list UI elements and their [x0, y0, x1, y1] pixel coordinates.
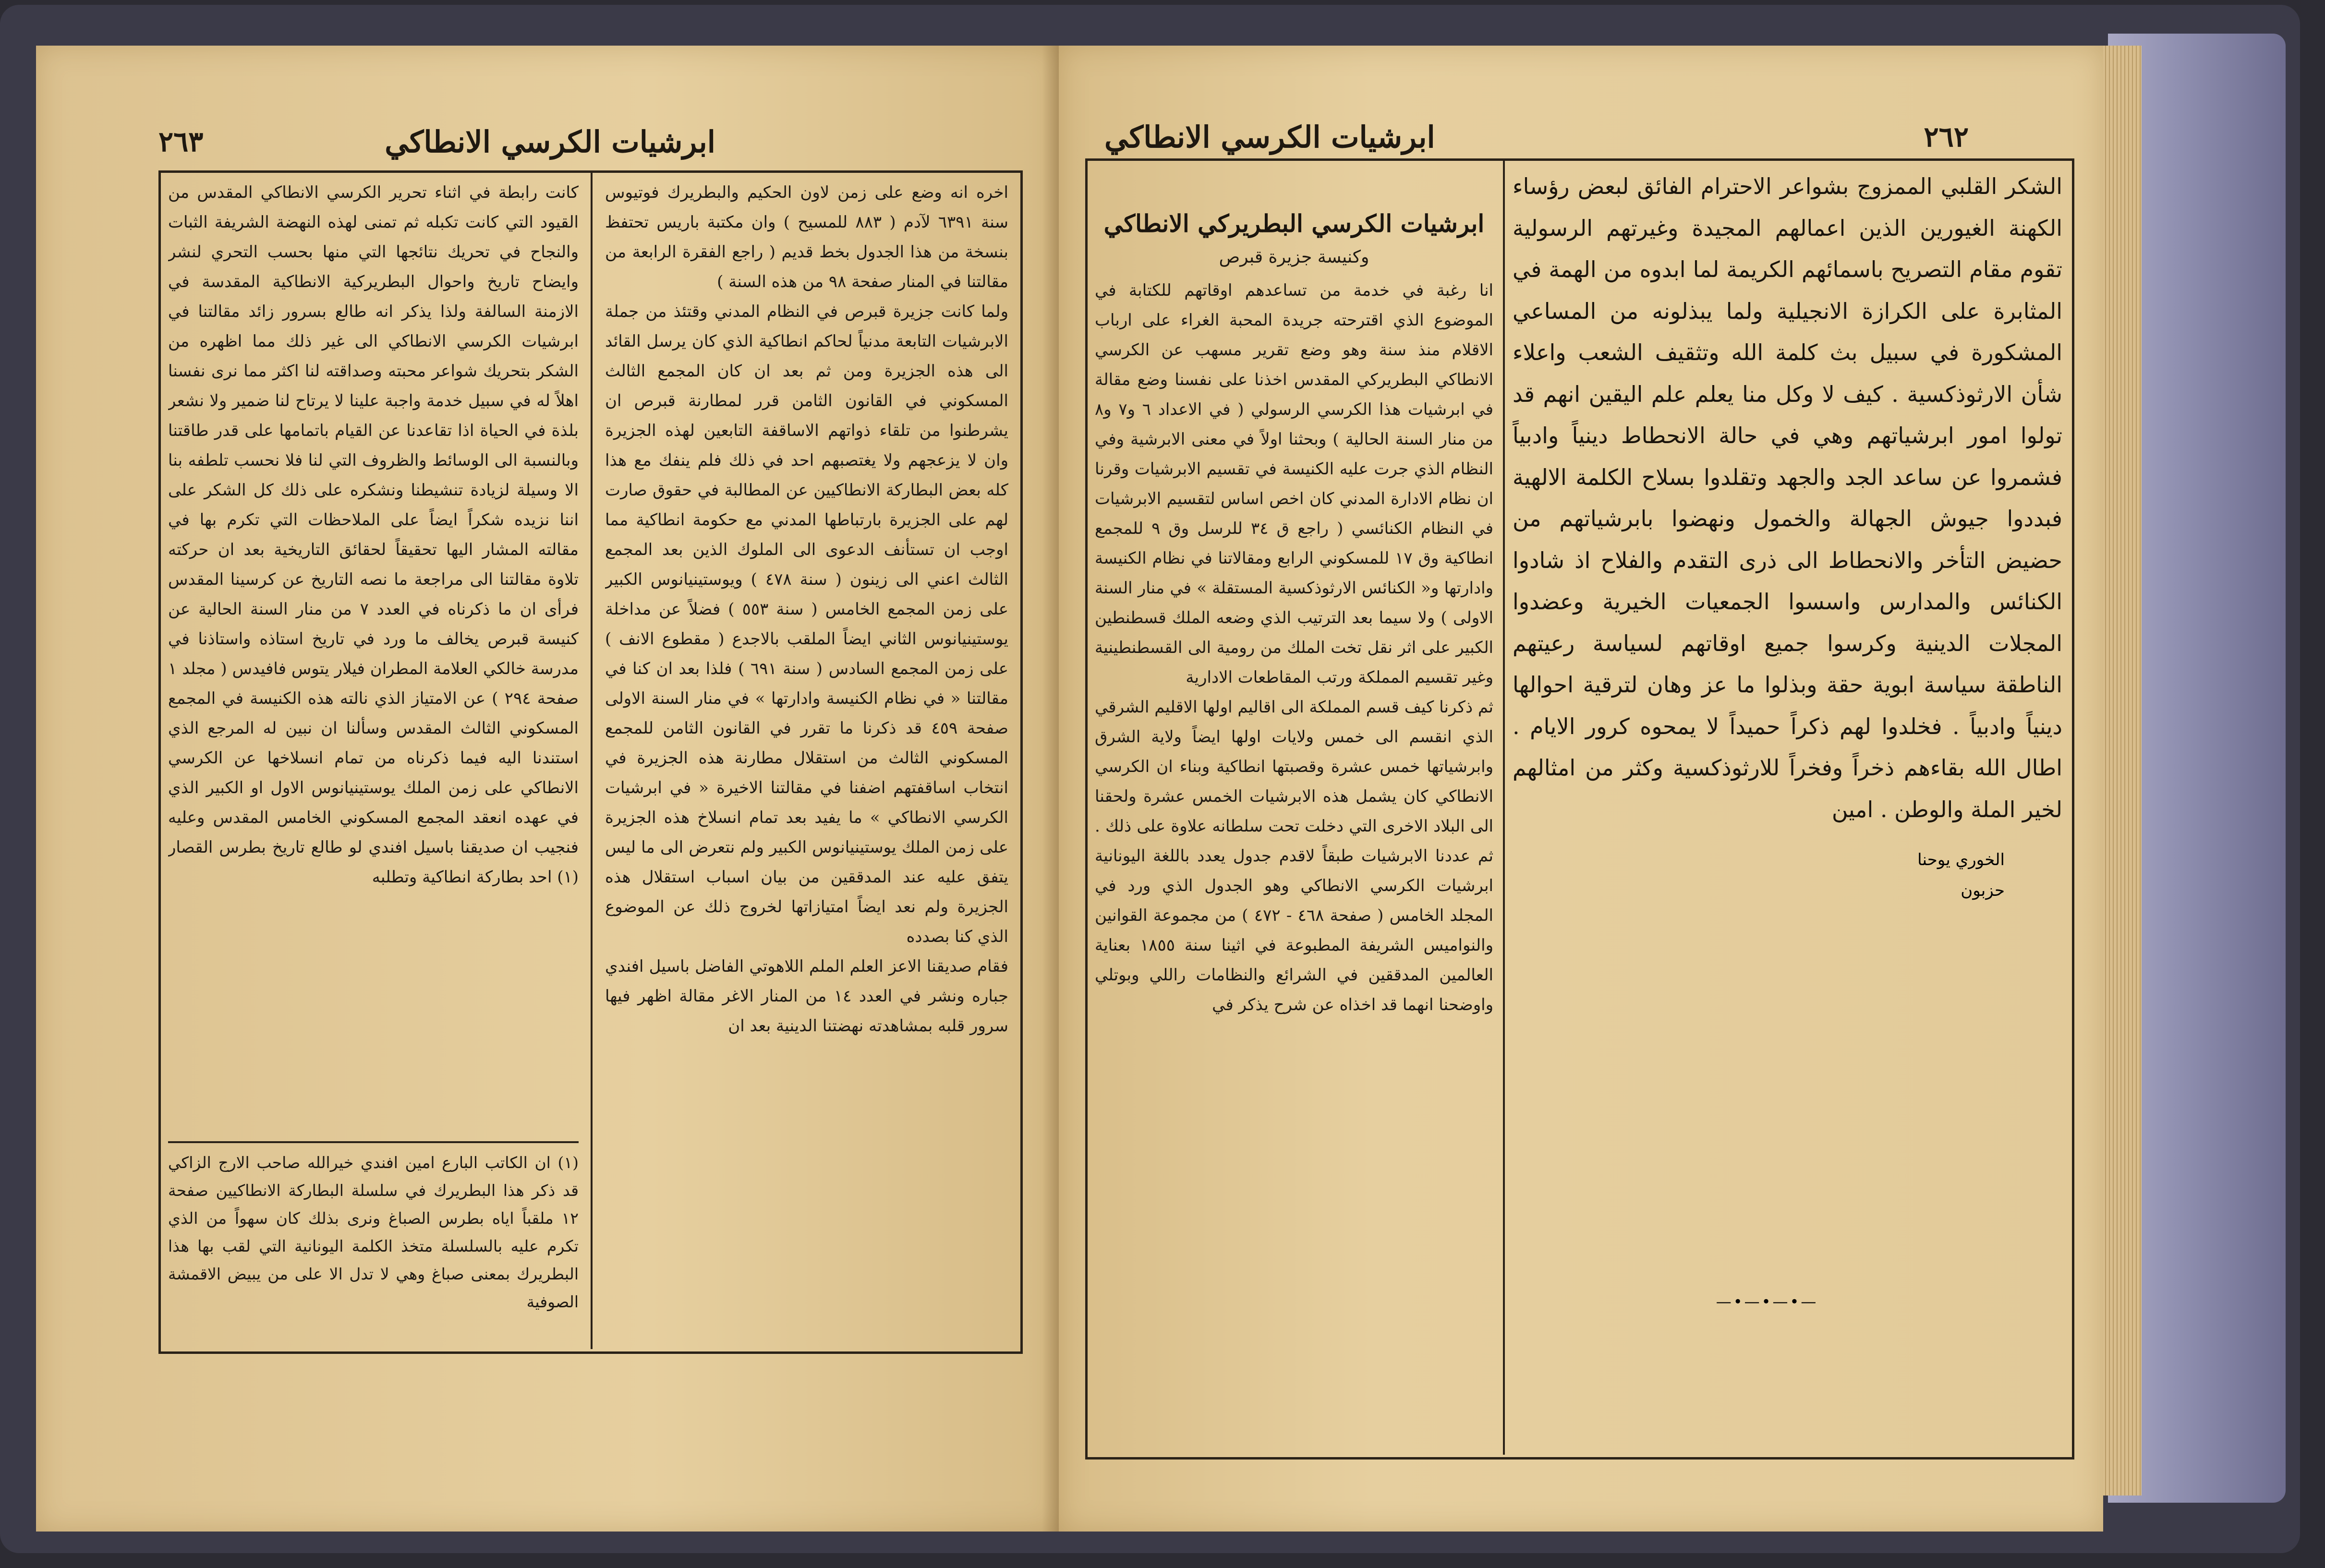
right-page-header — [1104, 110, 1969, 163]
right-running-title: ابرشيات الكرسي الانطاكي — [1104, 119, 1435, 155]
author-name-line2: حزبون — [1961, 881, 2005, 900]
right-page-number: ٢٦٢ — [1924, 121, 1969, 153]
footnote — [168, 1149, 579, 1316]
page-stack-edge — [2098, 46, 2142, 1496]
right-inner-column — [1095, 206, 1493, 1450]
right-outer-column — [1513, 166, 2062, 1366]
left-inner-paragraph: فقام صديقنا الاعز العلم الملم اللاهوتي الفاضل باسيل افندي جباره ونشر في العدد ١٤ من المنار الاغر مقالة اظهر فيها سرور قلبه بمشاهدته نهضتنا الدينية بعد ان — [605, 957, 1008, 1036]
left-page-number: ٢٦٣ — [158, 125, 204, 158]
section-ornament: —•—•—•— — [1716, 1292, 1818, 1311]
left-outer-main-text — [168, 178, 579, 1135]
left-page-header — [158, 115, 1013, 168]
left-column-separator — [591, 173, 593, 1349]
closing-text: الشكر القلبي الممزوج بشواعر الاحترام الفائق لبعض رؤساء الكهنة الغيورين الذين اعمالهم المجيدة وغيرتهم الرسولية تقوم مقام التصريح باسمائهم الكريمة لما ابدوه من الهمة في المثابرة على الكرازة الانجيلية ولما يبذلونه من المساعي المشكورة في سبيل بث كلمة الله وتثقيف الشعب واعلاء شأن الارثوذكسية . كيف لا وكل منا يعلم علم اليقين انهم قد تولوا امور ابرشياتهم وهي في حالة الانحطاط دينياً وادبياً فشمروا عن ساعد الجد والجهد وتقلدوا بسلاح الكلمة الالهية فبددوا جيوش الجهالة والخمول ونهضوا بابرشياتهم من حضيض التأخر والانحطاط الى ذرى التقدم والفلاح اذ شادوا الكنائس والمدارس واسسوا الجمعيات الخيرية وعضدوا المجلات الدينية وكرسوا جميع اوقاتهم لسياسة رعيتهم الناطقة سياسة ابوية حقة وبذلوا ما عز وهان لترقية احوالها دينياً وادبياً . فخلدوا لهم ذكراً حميداً لا يمحوه كرور الايام . اطال الله بقاءهم ذخراً وفخراً للارثوذكسية وكثر من امثالهم لخير الملة والوطن . امين — [1513, 173, 2062, 822]
article-paragraph: ثم ذكرنا كيف قسم المملكة الى اقاليم اولها الاقليم الشرقي الذي انقسم الى خمس ولايات اولها ايضاً ولاية الشرق وابرشياتها خمس عشرة وقصبتها انطاكية وبناء ان الكرسي الانطاكي كان يشمل هذه الابرشيات الخمس عشرة ولحقنا الى البلاد الاخرى التي دخلت تحت سلطانه علاوة على ذلك . ثم عددنا الابرشيات طبقاً لاقدم جدول يعدد باللغة اليونانية ابرشيات الكرسي الانطاكي وهو الجدول الذي ورد في المجلد الخامس ( صفحة ٤٦٨ - ٤٧٢ ) من مجموعة القوانين والنواميس الشريفة المطبوعة في اثينا سنة ١٨٥٥ بعناية العالمين المدققين في الشرائع والنظامات راللي وبوتلي واوضحنا انهما قد اخذاه عن شرح يذكر في — [1095, 698, 1493, 1014]
left-outer-column — [168, 178, 579, 1344]
article-paragraph: انا رغبة في خدمة من تساعدهم اوقاتهم للكتابة في الموضوع الذي اقترحته جريدة المحبة الغراء على ارباب الاقلام منذ سنة وهو وضع تقرير مسهب عن الكرسي الانطاكي البطريركي المقدس اخذنا على نفسنا وضع مقالة في ابرشيات هذا الكرسي الرسولي ( في الاعداد ٦ و٧ و٨ من منار السنة الحالية ) وبحثنا اولاً في معنى الابرشية وفي النظام الذي جرت عليه الكنيسة في تقسيم الابرشيات وقرنا ان نظام الادارة المدني كان اخص اساس لتقسيم الابرشيات في النظام الكنائسي ( راجع ق ٣٤ للرسل وق ٩ للمجمع انطاكية وق ١٧ للمسكوني الرابع ومقالاتنا في نظام الكنيسة وادارتها و« الكنائس الارثوذكسية المستقلة » في منار السنة الاولى ) ولا سيما بعد الترتيب الذي وضعه الملك قسطنطين الكبير على اثر نقل تخت الملك من رومية الى القسطنطينية وغير تقسيم المملكة ورتب المقاطعات الادارية — [1095, 281, 1493, 687]
left-running-title: ابرشيات الكرسي الانطاكي — [385, 124, 715, 159]
article-subtitle: وكنيسة جزيرة قبرص — [1219, 247, 1369, 267]
author-signature — [1513, 844, 2062, 906]
right-column-separator — [1503, 161, 1505, 1455]
footnote-rule — [168, 1141, 579, 1143]
left-inner-column — [605, 178, 1008, 1344]
left-inner-paragraph: ولما كانت جزيرة قبرص في النظام المدني وقتئذ من جملة الابرشيات التابعة مدنياً لحاكم انطاكية الذي كان يرسل القائد الى هذه الجزيرة ومن ثم بعد ان كان المجمع الثالث المسكوني في القانون الثامن قرر لمطارنة قبرص ان يشرطنوا من تلقاء ذواتهم الاساقفة التابعين لهذه الجزيرة وان لا يزعجهم ولا يغتصبهم احد في ذلك فلم ينفك مع هذا كله بعض البطاركة الانطاكيين عن المطالبة في حقوق صارت لهم على الجزيرة بارتباطها المدني مع حكومة انطاكية مما اوجب ان تستأنف الدعوى الى الملوك الذين بعد المجمع الثالث اعني الى زينون ( سنة ٤٧٨ ) ويوستينيانوس الكبير على زمن المجمع الخامس ( سنة ٥٥٣ ) فضلاً عن مداخلة يوستينيانوس الثاني ايضاً الملقب بالاجدع ( مقطوع الانف ) على زمن المجمع السادس ( سنة ٦٩١ ) فلذا بعد ان كنا في مقالتنا « في نظام الكنيسة وادارتها » في منار السنة الاولى صفحة ٤٥٩ قد ذكرنا ما تقرر في القانون الثامن للمجمع المسكوني الثالث من استقلال مطارنة هذه الجزيرة في انتخاب اساقفتهم اضفنا في مقالتنا الاخيرة « في ابرشيات الكرسي الانطاكي » ما يفيد بعد تمام انسلاخ هذه الجزيرة على زمن الملك يوستينيانوس الكبير ولم نتعرض الى ما ليس يتفق عليه عند المدققين من بيان اسباب استقلال هذه الجزيرة ولم نعد ايضاً امتيازاتها لخروج ذلك عن الموضوع الذي كنا بصدده — [605, 302, 1008, 946]
article-title: ابرشيات الكرسي البطريركي الانطاكي — [1103, 209, 1485, 238]
left-inner-paragraph: اخره انه وضع على زمن لاون الحكيم والبطريرك فوتيوس سنة ٦٣٩١ لآدم ( ٨٨٣ للمسيح ) وان مكتبة باريس تحتفظ بنسخة من هذا الجدول بخط قديم ( راجع الفقرة الرابعة من مقالتنا في المنار صفحة ٩٨ من هذه السنة ) — [605, 183, 1008, 291]
footnote-text: (١) ان الكاتب البارع امين افندي خيرالله صاحب الارج الزاكي قد ذكر هذا البطريرك في سلسلة البطاركة الانطاكيين صفحة ١٢ ملقباً اياه بطرس الصباغ ونرى بذلك كان سهواً من الذي تكرم عليه بالسلسلة متخذ الكلمة اليونانية التي لقب بها هذا البطريرك بمعنى صباغ وهي لا تدل الا على من يبيض الاقمشة الصوفية — [168, 1153, 579, 1311]
left-outer-paragraph: كانت رابطة في اثناء تحرير الكرسي الانطاكي المقدس من القيود التي كانت تكبله ثم تمنى لهذه النهضة الشريفة الثبات والنجاح في تحريك نتائجها التي منها بحسب التحري لنشر وايضاح تاريخ واحوال البطريركية الانطاكية المقدسة في الازمنة السالفة ولذا يذكر انه طالع بسرور زائد مقالتنا في ابرشيات الكرسي الانطاكي الى غير ذلك مما اظهره من الشكر بتحريك شواعر محبته وصداقته لنا اكثر مما نرى نفسنا اهلاً له في سبيل خدمة واجبة علينا لا يرتاح لنا ضمير ولا نشعر بلذة في الحياة اذا تقاعدنا عن القيام باتمامها على قدر طاقتنا وبالنسبة الى الوسائط والظروف التي لنا فلا نحسب تلطفه بنا الا وسيلة لزيادة تنشيطنا ونشكره على ذلك كل الشكر على اننا نزيده شكراً ايضاً على الملاحظات التي تكرم بها في مقالته المشار اليها تحقيقاً لحقائق التاريخية بعد ان حركته تلاوة مقالتنا الى مراجعة ما نصه التاريخ عن كرسينا المقدس فرأى ان ما ذكرناه في العدد ٧ من منار السنة الحالية عن كنيسة قبرص يخالف ما ورد في تاريخ استاذه واستاذنا في مدرسة خالكي العلامة المطران فيلار يتوس فافيدس ( مجلد ١ صفحة ٢٩٤ ) عن الامتياز الذي نالته هذه الكنيسة في المجمع المسكوني الثالث المقدس وسألنا ان نبين له المرجع الذي استندنا اليه فيما ذكرناه من تمام انسلاخها عن الكرسي الانطاكي على زمن الملك يوستينيانوس الاول او الكبير الذي في عهده انعقد المجمع المسكوني الخامس المقدس وعليه فنجيب ان صديقنا باسيل افندي لو طالع تاريخ بطرس القصار (١) احد بطاركة انطاكية وتطلبه — [168, 183, 579, 887]
author-name-line1: الخوري يوحنا — [1917, 850, 2005, 869]
